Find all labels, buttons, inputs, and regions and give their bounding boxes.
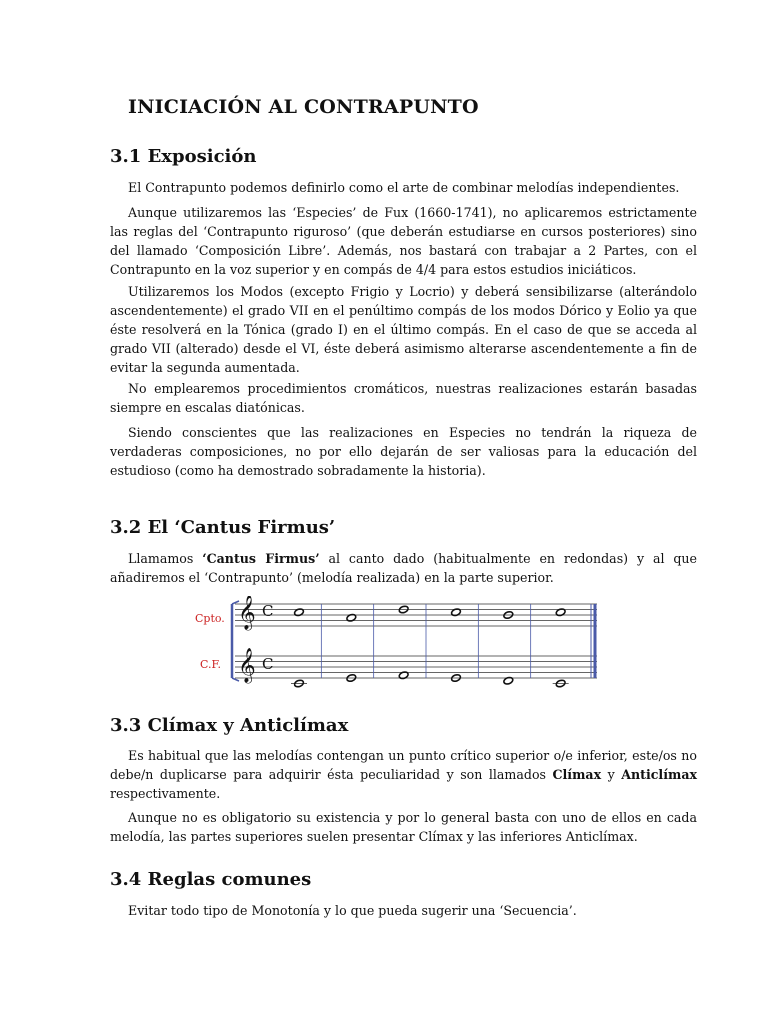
paragraph: Aunque utilizaremos las ‘Especies’ de Fux (1660-1741), no aplicaremos estrictamente las reglas del ‘Contrapunto riguroso’ (que deberán estudiarse en cursos posteriores) sino del llamado ‘Composición Libre’. Además, nos bastará con trabajar a 2 Partes, con el Contrapunto en la voz superior y en compás de 4/4 para estos estudios iniciáticos. xyxy=(110,205,697,277)
paragraph: Utilizaremos los Modos (excepto Frigio y Locrio) y deberá sensibilizarse (alterándolo ascendentemente) el grado VII en el penúltimo compás de los modos Dórico y Eolio ya que éste resolverá en la Tónica (grado I) en el último compás. En el caso de que se acceda al grado VII (alterado) desde el VI, éste deberá asimismo alterarse ascendentemente a fin de evitar la segunda aumentada. xyxy=(110,284,697,375)
treble-clef-upper: 𝄞 xyxy=(238,596,256,630)
paragraph xyxy=(110,549,697,587)
time-signature-lower: C xyxy=(262,655,274,673)
paragraph: No emplearemos procedimientos cromáticos, nuestras realizaciones estarán basadas siempre en escalas diatónicas. xyxy=(110,381,697,415)
bold-term-anticlimax: Anticlímax xyxy=(621,767,697,782)
section-heading-cantus-firmus: 3.2 El ‘Cantus Firmus’ xyxy=(110,517,336,538)
music-score xyxy=(195,596,605,688)
paragraph: Siendo conscientes que las realizaciones en Especies no tendrán la riqueza de verdaderas composiciones, no por ello dejarán de ser valiosas para la educación del estudioso (como ha demostrado sobradamente la historia). xyxy=(110,425,697,478)
text-run: y xyxy=(601,767,622,782)
lower-voice-label: C.F. xyxy=(200,658,221,671)
upper-voice-label: Cpto. xyxy=(195,612,225,625)
paragraph: Aunque no es obligatorio su existencia y por lo general basta con uno de ellos en cada melodía, las partes superiores suelen presentar Clímax y las inferiores Anticlímax. xyxy=(110,810,697,844)
paragraph: El Contrapunto podemos definirlo como el arte de combinar melodías independientes. xyxy=(128,180,680,195)
paragraph: Evitar todo tipo de Monotonía y lo que pueda sugerir una ‘Secuencia’. xyxy=(128,903,577,918)
paragraph xyxy=(110,746,697,803)
section-heading-climax: 3.3 Clímax y Anticlímax xyxy=(110,715,349,736)
page-title: INICIACIÓN AL CONTRAPUNTO xyxy=(128,96,479,118)
text-run: al canto dado (habitualmente en redondas) y al que añadiremos el ‘Contrapunto’ (melodía realizada) en la parte superior. xyxy=(110,551,697,585)
text-run: Llamamos xyxy=(128,551,203,566)
treble-clef-lower: 𝄞 xyxy=(238,648,256,683)
bold-term: ‘Cantus Firmus’ xyxy=(202,551,320,566)
time-signature-upper: C xyxy=(262,602,274,620)
section-heading-exposicion: 3.1 Exposición xyxy=(110,146,257,167)
text-run: respectivamente. xyxy=(110,786,221,801)
section-heading-reglas-comunes: 3.4 Reglas comunes xyxy=(110,869,312,890)
bold-term-climax: Clímax xyxy=(552,767,602,782)
staff-system xyxy=(195,596,605,688)
text-run: Es habitual que las melodías contengan un punto crítico superior o/e inferior, este/os no debe/n duplicarse para adquirir ésta peculiaridad y son llamados xyxy=(110,748,697,782)
